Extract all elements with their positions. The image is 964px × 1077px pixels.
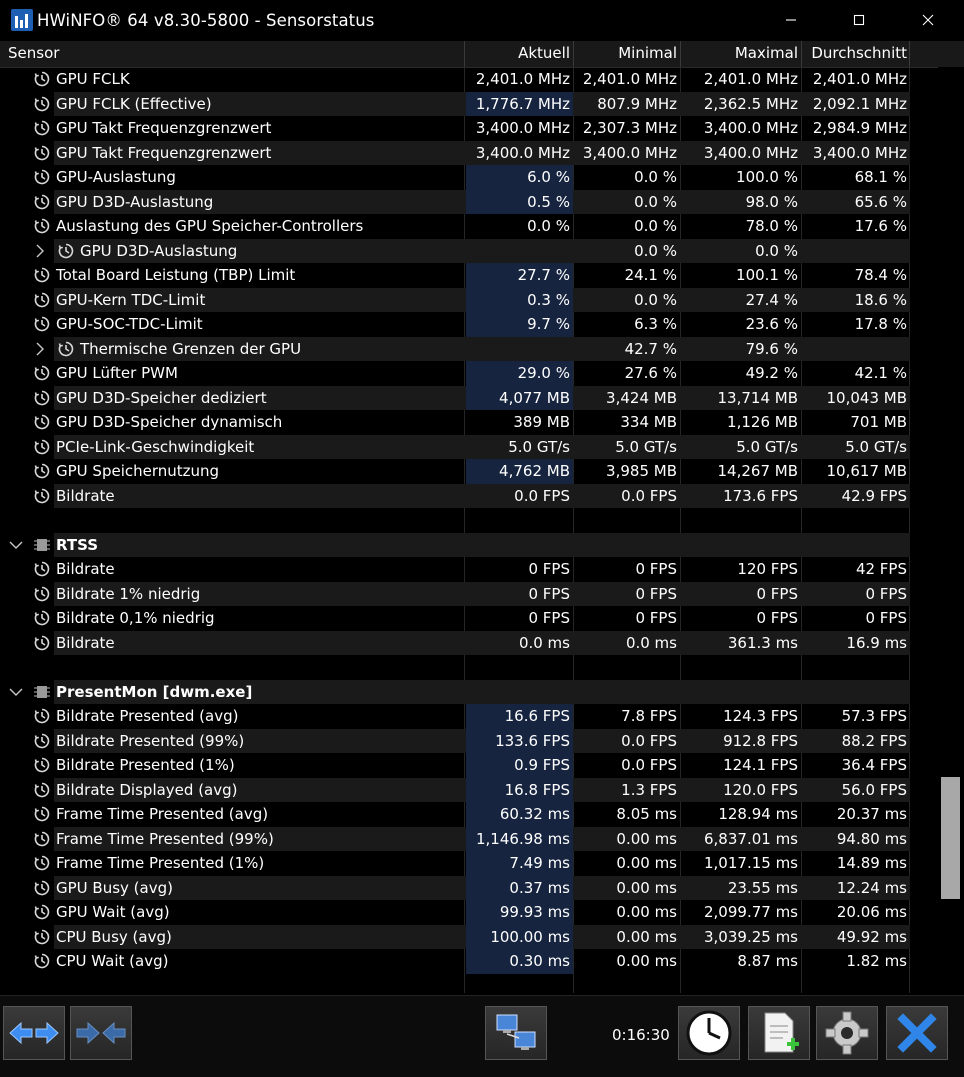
sensor-clock-icon	[34, 439, 50, 455]
logging-button[interactable]	[748, 1006, 810, 1060]
sensor-clock-icon	[34, 561, 50, 577]
max-value: 78.0 %	[745, 217, 798, 235]
sensor-row[interactable]	[0, 753, 938, 778]
gear-icon	[824, 1010, 870, 1056]
sensor-row[interactable]	[0, 386, 938, 411]
sensor-clock-icon	[34, 757, 50, 773]
max-value: 173.6 FPS	[723, 486, 798, 505]
sensor-row[interactable]	[0, 116, 938, 141]
avg-value: 18.6 %	[854, 290, 907, 309]
avg-value: 0 FPS	[865, 609, 907, 627]
minimize-icon	[785, 14, 797, 26]
avg-value: 42 FPS	[855, 560, 907, 578]
max-value: 2,362.5 MHz	[703, 94, 798, 113]
max-value: 0 FPS	[756, 584, 798, 603]
max-value: 79.6 %	[745, 339, 798, 358]
max-value: 2,401.0 MHz	[703, 70, 798, 88]
current-value: 133.6 FPS	[495, 731, 570, 750]
reset-timer-button[interactable]	[678, 1006, 740, 1060]
sensor-table	[0, 67, 938, 993]
current-value: 100.00 ms	[490, 927, 570, 946]
max-value: 8.87 ms	[737, 952, 798, 970]
sensor-clock-icon	[34, 145, 50, 161]
max-value: 2,099.77 ms	[704, 903, 798, 921]
min-value: 5.0 GT/s	[615, 437, 677, 456]
sensor-row[interactable]	[0, 704, 938, 729]
chevron-down-icon[interactable]	[8, 684, 24, 700]
close-x-icon	[895, 1011, 939, 1055]
max-value: 100.0 %	[736, 168, 798, 186]
sensor-clock-icon	[34, 586, 50, 602]
avg-value: 42.9 FPS	[841, 486, 907, 505]
max-value: 1,017.15 ms	[704, 854, 798, 872]
sensor-name: Frame Time Presented (1%)	[56, 854, 265, 872]
sensor-row[interactable]	[0, 141, 938, 166]
min-value: 1.3 FPS	[621, 780, 677, 799]
sensor-name: GPU D3D-Speicher dediziert	[56, 388, 267, 407]
current-value: 60.32 ms	[499, 805, 570, 823]
sensor-name: GPU Wait (avg)	[56, 903, 170, 921]
min-value: 27.6 %	[624, 364, 677, 382]
max-value: 98.0 %	[745, 192, 798, 211]
min-value: 0.0 FPS	[621, 731, 677, 750]
current-value: 0.37 ms	[509, 878, 570, 897]
sensor-name: GPU D3D-Auslastung	[80, 241, 238, 260]
avg-value: 5.0 GT/s	[845, 437, 907, 456]
window-title: HWiNFO® 64 v8.30-5800 - Sensorstatus	[37, 10, 375, 30]
scrollbar-thumb[interactable]	[941, 777, 960, 899]
arrows-outward-icon	[8, 1018, 60, 1048]
current-value: 2,401.0 MHz	[475, 70, 570, 88]
max-value: 120 FPS	[737, 560, 798, 578]
sensor-row[interactable]	[0, 802, 938, 827]
sensor-name: Bildrate 1% niedrig	[56, 584, 201, 603]
spacer-row	[0, 655, 938, 680]
arrows-inward-icon	[75, 1018, 127, 1048]
sensor-name: PCIe-Link-Geschwindigkeit	[56, 437, 255, 456]
max-value: 3,400.0 MHz	[703, 119, 798, 137]
current-value	[466, 239, 570, 264]
min-value: 2,401.0 MHz	[582, 70, 677, 88]
max-value: 100.1 %	[736, 266, 798, 284]
min-value: 0 FPS	[635, 584, 677, 603]
avg-value: 42.1 %	[854, 364, 907, 382]
avg-value: 94.80 ms	[836, 829, 907, 848]
min-value: 7.8 FPS	[621, 707, 677, 725]
sensor-clock-icon	[34, 194, 50, 210]
current-value: 0.0 ms	[518, 633, 570, 652]
sensor-clock-icon	[34, 733, 50, 749]
sensor-row[interactable]	[0, 949, 938, 974]
sensor-name: GPU-Auslastung	[56, 168, 176, 186]
avg-value: 3,400.0 MHz	[812, 143, 907, 162]
sensor-clock-icon	[34, 782, 50, 798]
current-value: 0.5 %	[527, 192, 570, 211]
avg-value: 65.6 %	[854, 192, 907, 211]
sensor-row[interactable]	[0, 900, 938, 925]
current-value: 1,146.98 ms	[476, 829, 570, 848]
sensor-row[interactable]	[0, 165, 938, 190]
min-value: 0 FPS	[635, 560, 677, 578]
sensor-clock-icon	[34, 929, 50, 945]
current-value: 16.6 FPS	[504, 707, 570, 725]
min-value: 0.0 FPS	[621, 486, 677, 505]
sensor-row[interactable]	[0, 631, 938, 656]
maximize-icon	[853, 14, 865, 26]
sensor-clock-icon	[34, 635, 50, 651]
sensor-name: GPU-SOC-TDC-Limit	[56, 315, 203, 333]
header-max[interactable]: Maximal	[734, 44, 798, 62]
sensor-name: GPU Busy (avg)	[56, 878, 173, 897]
min-value: 24.1 %	[624, 266, 677, 284]
avg-value: 701 MB	[850, 413, 907, 431]
current-value	[466, 337, 570, 362]
min-value: 0.0 %	[634, 192, 677, 211]
sensor-clock-icon	[34, 806, 50, 822]
avg-value: 2,092.1 MHz	[812, 94, 907, 113]
collapse-columns-button[interactable]	[70, 1006, 132, 1060]
avg-value: 12.24 ms	[836, 878, 907, 897]
sensor-name: CPU Busy (avg)	[56, 927, 172, 946]
sensor-clock-icon	[58, 243, 74, 259]
header-avg[interactable]: Durchschnitt	[811, 44, 907, 62]
current-value: 0 FPS	[528, 609, 570, 627]
sensor-name: GPU D3D-Auslastung	[56, 192, 214, 211]
min-value: 0.00 ms	[616, 903, 677, 921]
max-value: 23.6 %	[745, 315, 798, 333]
sensor-name: GPU-Kern TDC-Limit	[56, 290, 206, 309]
current-value: 4,762 MB	[499, 462, 570, 480]
max-value: 3,400.0 MHz	[703, 143, 798, 162]
network-button[interactable]	[485, 1006, 547, 1060]
sensor-name: Bildrate Displayed (avg)	[56, 780, 238, 799]
hwinfo-app-icon	[11, 9, 33, 31]
sensor-clock-icon	[34, 120, 50, 136]
sensor-clock-icon	[34, 267, 50, 283]
sensor-name: Bildrate	[56, 633, 115, 652]
sensor-row[interactable]	[0, 263, 938, 288]
max-value: 3,039.25 ms	[704, 927, 798, 946]
avg-value: 0 FPS	[865, 584, 907, 603]
sensor-name: GPU FCLK (Effective)	[56, 94, 212, 113]
min-value: 3,400.0 MHz	[582, 143, 677, 162]
sensor-clock-icon	[34, 463, 50, 479]
sensor-subgroup-row[interactable]	[0, 337, 938, 362]
max-value: 5.0 GT/s	[736, 437, 798, 456]
sensor-row[interactable]	[0, 606, 938, 631]
current-value: 3,400.0 MHz	[475, 143, 570, 162]
max-value: 27.4 %	[745, 290, 798, 309]
elapsed-timer: 0:16:30	[612, 1026, 670, 1044]
max-value: 0 FPS	[756, 609, 798, 627]
min-value: 0.00 ms	[616, 878, 677, 897]
sensor-clock-icon	[34, 292, 50, 308]
sensor-clock-icon	[34, 390, 50, 406]
sensor-clock-icon	[34, 169, 50, 185]
avg-value: 10,617 MB	[826, 462, 907, 480]
avg-value	[802, 239, 907, 264]
close-sensors-button[interactable]	[886, 1006, 948, 1060]
avg-value: 20.06 ms	[836, 903, 907, 921]
max-value: 124.1 FPS	[723, 756, 798, 774]
sensor-row[interactable]	[0, 214, 938, 239]
max-value: 120.0 FPS	[723, 780, 798, 799]
min-value: 2,307.3 MHz	[582, 119, 677, 137]
sensor-clock-icon	[34, 708, 50, 724]
sensor-name: Bildrate Presented (99%)	[56, 731, 245, 750]
avg-value: 17.6 %	[854, 217, 907, 235]
sensor-clock-icon	[34, 488, 50, 504]
settings-button[interactable]	[816, 1006, 878, 1060]
footer-toolbar	[0, 995, 964, 1077]
avg-value: 17.8 %	[854, 315, 907, 333]
max-value: 23.55 ms	[727, 878, 798, 897]
avg-value: 16.9 ms	[846, 633, 907, 652]
clock-icon	[685, 1009, 733, 1057]
minimize-button[interactable]	[768, 0, 814, 40]
avg-value: 10,043 MB	[826, 388, 907, 407]
chevron-right-icon[interactable]	[32, 243, 48, 259]
sensor-clock-icon	[34, 218, 50, 234]
avg-value: 2,401.0 MHz	[812, 70, 907, 88]
sensor-row[interactable]	[0, 778, 938, 803]
sensor-subgroup-row[interactable]	[0, 239, 938, 264]
maximize-button[interactable]	[836, 0, 882, 40]
sensor-clock-icon	[34, 831, 50, 847]
current-value: 7.49 ms	[509, 854, 570, 872]
min-value: 807.9 MHz	[597, 94, 677, 113]
max-value: 912.8 FPS	[723, 731, 798, 750]
sensor-clock-icon	[34, 610, 50, 626]
sensor-name: Bildrate 0,1% niedrig	[56, 609, 215, 627]
min-value: 0.0 %	[634, 217, 677, 235]
sensor-name: GPU Speichernutzung	[56, 462, 220, 480]
sensor-clock-icon	[34, 414, 50, 430]
sensor-row[interactable]	[0, 288, 938, 313]
min-value: 3,985 MB	[606, 462, 677, 480]
sensor-row[interactable]	[0, 67, 938, 92]
sensor-row[interactable]	[0, 361, 938, 386]
sensor-group-name: RTSS	[56, 535, 99, 554]
avg-value: 1.82 ms	[846, 952, 907, 970]
close-window-button[interactable]	[905, 0, 951, 40]
current-value: 16.8 FPS	[504, 780, 570, 799]
sensor-name: GPU Takt Frequenzgrenzwert	[56, 119, 272, 137]
sensor-name: Bildrate Presented (avg)	[56, 707, 239, 725]
avg-value: 68.1 %	[854, 168, 907, 186]
current-value: 6.0 %	[527, 168, 570, 186]
sensor-name: Frame Time Presented (avg)	[56, 805, 269, 823]
current-value: 0.0 FPS	[514, 486, 570, 505]
max-value: 13,714 MB	[717, 388, 798, 407]
sensor-row[interactable]	[0, 827, 938, 852]
sensor-name: CPU Wait (avg)	[56, 952, 169, 970]
sensor-name: GPU Takt Frequenzgrenzwert	[56, 143, 272, 162]
current-value: 29.0 %	[517, 364, 570, 382]
sensor-name: Total Board Leistung (TBP) Limit	[56, 266, 296, 284]
current-value: 0.0 %	[527, 217, 570, 235]
sensor-row[interactable]	[0, 459, 938, 484]
max-value: 128.94 ms	[718, 805, 798, 823]
min-value: 8.05 ms	[616, 805, 677, 823]
max-value: 49.2 %	[745, 364, 798, 382]
min-value: 42.7 %	[624, 339, 677, 358]
current-value: 0.3 %	[527, 290, 570, 309]
sensor-row[interactable]	[0, 557, 938, 582]
min-value: 0.00 ms	[616, 927, 677, 946]
sensor-name: Bildrate	[56, 486, 115, 505]
chip-icon	[34, 537, 50, 553]
column-header	[0, 41, 964, 68]
close-icon	[922, 14, 934, 26]
sensor-name: GPU FCLK	[56, 70, 130, 88]
sensor-group-row[interactable]	[0, 533, 938, 558]
avg-value: 2,984.9 MHz	[812, 119, 907, 137]
min-value: 0 FPS	[635, 609, 677, 627]
sensor-clock-icon	[34, 316, 50, 332]
max-value: 124.3 FPS	[723, 707, 798, 725]
sensor-clock-icon	[34, 904, 50, 920]
max-value: 6,837.01 ms	[704, 829, 798, 848]
min-value: 0.0 ms	[625, 633, 677, 652]
sensor-row[interactable]	[0, 876, 938, 901]
min-value: 6.3 %	[634, 315, 677, 333]
chip-icon	[34, 684, 50, 700]
min-value: 0.0 %	[634, 168, 677, 186]
sensor-name: Thermische Grenzen der GPU	[80, 339, 302, 358]
sensor-name: GPU D3D-Speicher dynamisch	[56, 413, 283, 431]
header-current[interactable]: Aktuell	[518, 44, 570, 62]
sensor-name: Bildrate Presented (1%)	[56, 756, 235, 774]
avg-value: 14.89 ms	[836, 854, 907, 872]
max-value: 14,267 MB	[717, 462, 798, 480]
current-value: 27.7 %	[517, 266, 570, 284]
avg-value	[802, 337, 907, 362]
min-value: 0.00 ms	[616, 829, 677, 848]
avg-value: 20.37 ms	[836, 805, 907, 823]
min-value: 334 MB	[620, 413, 677, 431]
current-value: 5.0 GT/s	[508, 437, 570, 456]
sensor-row[interactable]	[0, 851, 938, 876]
sensor-group-row[interactable]	[0, 680, 938, 705]
current-value: 3,400.0 MHz	[475, 119, 570, 137]
sensor-name: Frame Time Presented (99%)	[56, 829, 274, 848]
min-value: 0.0 FPS	[621, 756, 677, 774]
sensor-clock-icon	[34, 880, 50, 896]
sensor-row[interactable]	[0, 484, 938, 509]
chevron-right-icon[interactable]	[32, 341, 48, 357]
title-bar	[0, 0, 964, 40]
sensor-row[interactable]	[0, 410, 938, 435]
sensor-group-name: PresentMon [dwm.exe]	[56, 682, 253, 701]
avg-value: 57.3 FPS	[841, 707, 907, 725]
min-value: 0.0 %	[634, 241, 677, 260]
sensor-clock-icon	[34, 71, 50, 87]
current-value: 0 FPS	[528, 584, 570, 603]
sensor-clock-icon	[34, 96, 50, 112]
sensor-clock-icon	[34, 953, 50, 969]
chevron-down-icon[interactable]	[8, 537, 24, 553]
max-value: 0.0 %	[755, 241, 798, 260]
expand-columns-button[interactable]	[3, 1006, 65, 1060]
add-log-file-icon	[757, 1010, 801, 1056]
current-value: 9.7 %	[527, 315, 570, 333]
sensor-row[interactable]	[0, 925, 938, 950]
network-computers-icon	[493, 1012, 539, 1054]
avg-value: 36.4 FPS	[841, 756, 907, 774]
current-value: 0.30 ms	[509, 952, 570, 970]
max-value: 361.3 ms	[727, 633, 798, 652]
current-value: 0 FPS	[528, 560, 570, 578]
sensor-row[interactable]	[0, 729, 938, 754]
avg-value: 78.4 %	[854, 266, 907, 284]
current-value: 0.9 FPS	[514, 756, 570, 774]
sensor-name: Bildrate	[56, 560, 115, 578]
sensor-name: GPU Lüfter PWM	[56, 364, 178, 382]
sensor-clock-icon	[34, 855, 50, 871]
current-value: 1,776.7 MHz	[475, 94, 570, 113]
min-value: 0.00 ms	[616, 952, 677, 970]
current-value: 99.93 ms	[499, 903, 570, 921]
header-min[interactable]: Minimal	[618, 44, 677, 62]
sensor-name: Auslastung des GPU Speicher-Controllers	[56, 217, 364, 235]
max-value: 1,126 MB	[727, 413, 798, 431]
spacer-row	[0, 508, 938, 533]
avg-value: 56.0 FPS	[841, 780, 907, 799]
min-value: 0.00 ms	[616, 854, 677, 872]
min-value: 3,424 MB	[606, 388, 677, 407]
min-value: 0.0 %	[634, 290, 677, 309]
sensor-row[interactable]	[0, 92, 938, 117]
current-value: 389 MB	[513, 413, 570, 431]
avg-value: 88.2 FPS	[841, 731, 907, 750]
current-value: 4,077 MB	[499, 388, 570, 407]
sensor-clock-icon	[34, 365, 50, 381]
sensor-row[interactable]	[0, 190, 938, 215]
header-sensor[interactable]: Sensor	[8, 44, 60, 62]
sensor-row[interactable]	[0, 582, 938, 607]
sensor-clock-icon	[58, 341, 74, 357]
sensor-row[interactable]	[0, 312, 938, 337]
avg-value: 49.92 ms	[836, 927, 907, 946]
sensor-row[interactable]	[0, 435, 938, 460]
